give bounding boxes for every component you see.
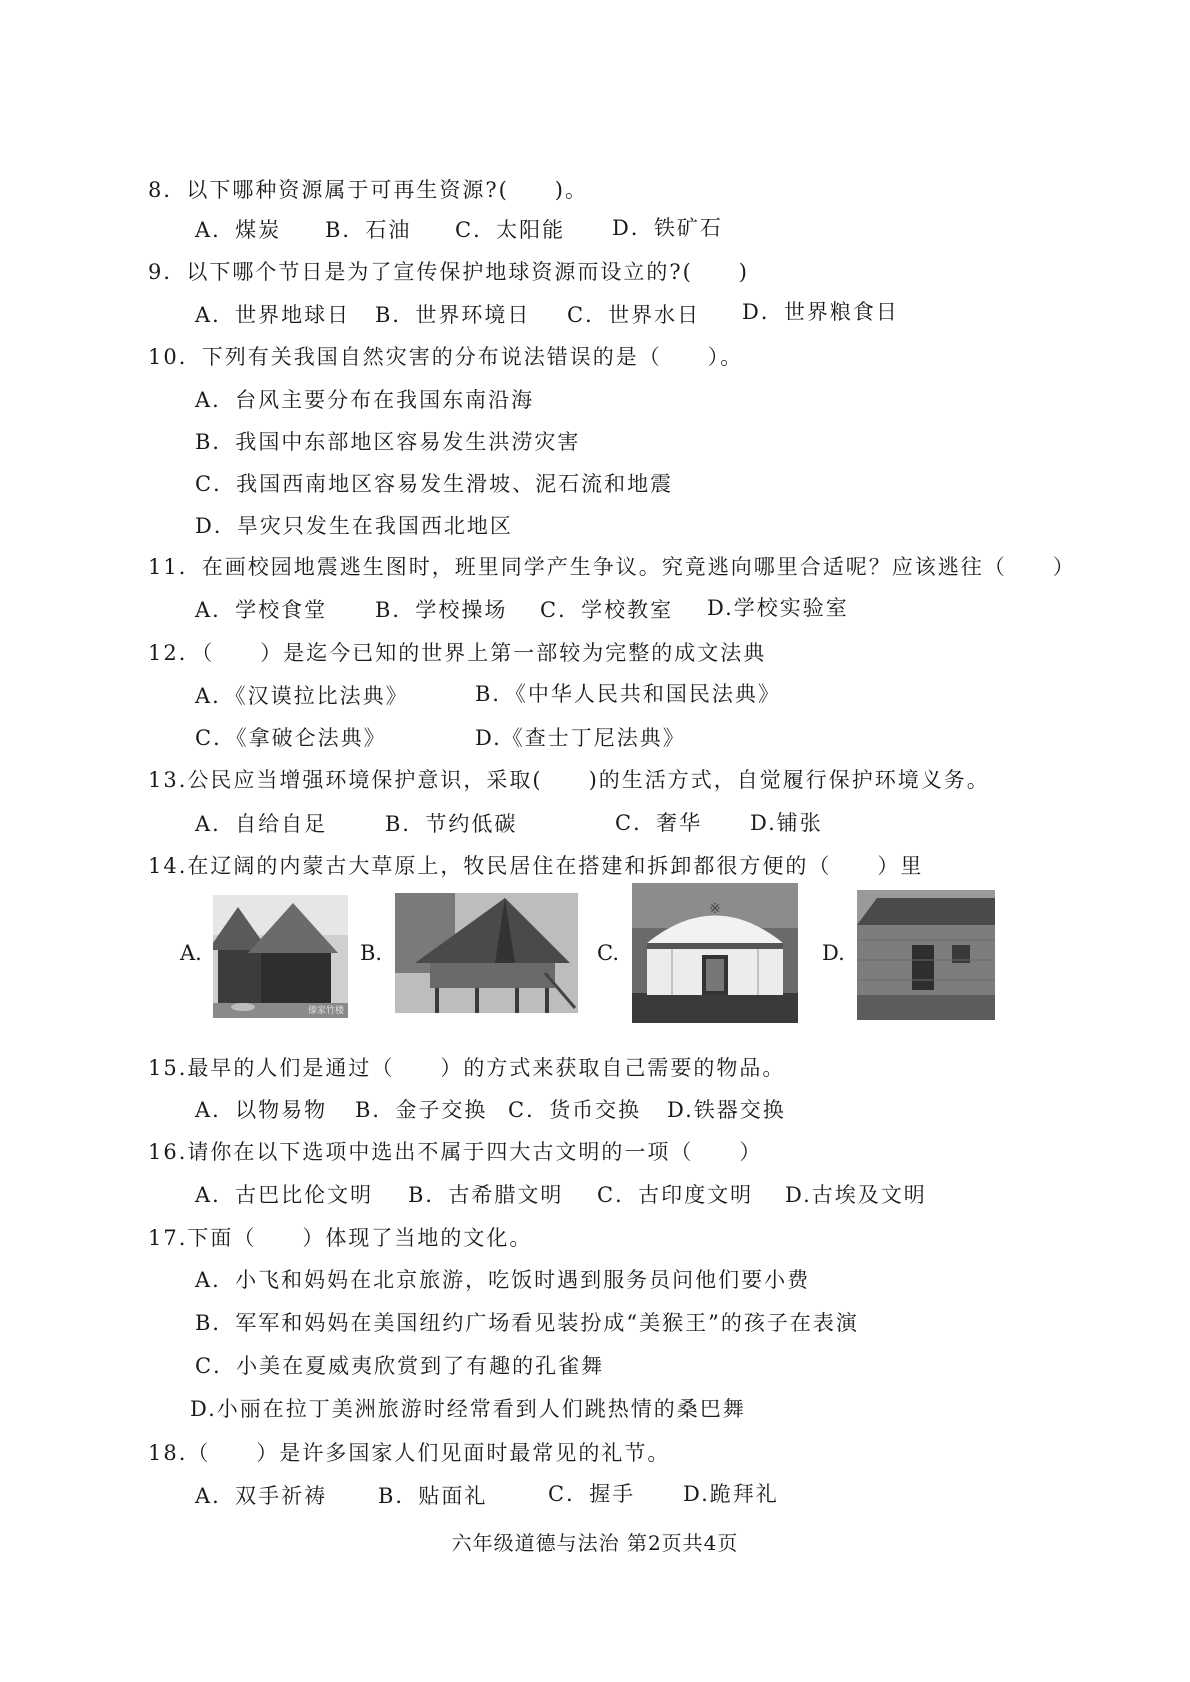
question-15-option-d: D.铁器交换 <box>667 1098 786 1122</box>
question-12-option-b: B．《中华人民共和国民法典》 <box>475 682 781 706</box>
question-11-option-c: C．学校教室 <box>540 598 674 622</box>
question-10-option-a: A．台风主要分布在我国东南沿海 <box>195 388 535 412</box>
yurt-illustration <box>632 883 798 1023</box>
question-10-option-b: B．我国中东部地区容易发生洪涝灾害 <box>195 430 581 454</box>
question-13-option-b: B．节约低碳 <box>385 812 518 836</box>
question-18-option-d: D.跪拜礼 <box>683 1482 779 1506</box>
question-15-option-a: A．以物易物 <box>195 1098 328 1122</box>
thatched-huts-image <box>213 895 348 1018</box>
question-17-option-b: B．军军和妈妈在美国纽约广场看见装扮成“美猴王”的孩子在表演 <box>195 1311 859 1335</box>
question-13-option-d: D.铺张 <box>750 811 823 835</box>
question-9-option-c: C．世界水日 <box>567 303 701 327</box>
question-11-option-d: D.学校实验室 <box>707 596 849 620</box>
brick-house-illustration <box>857 890 995 1020</box>
question-11-option-b: B．学校操场 <box>375 598 508 622</box>
question-12-stem: 12．（ ）是迄今已知的世界上第一部较为完整的成文法典 <box>148 641 767 665</box>
yurt-image <box>632 883 798 1023</box>
question-8-option-c: C．太阳能 <box>455 218 566 242</box>
svg-text:※: ※ <box>709 901 721 917</box>
question-16-option-d: D.古埃及文明 <box>785 1183 927 1207</box>
stilt-house-image <box>395 893 578 1013</box>
question-16-option-a: A．古巴比伦文明 <box>195 1183 374 1207</box>
stilt-house-illustration <box>395 893 578 1013</box>
question-14-stem: 14.在辽阔的内蒙古大草原上，牧民居住在搭建和拆卸都很方便的（ ）里 <box>148 854 924 878</box>
brick-house-image <box>857 890 995 1020</box>
question-9-option-d: D．世界粮食日 <box>742 300 899 324</box>
question-14-option-b: B. <box>360 941 383 965</box>
question-17-option-d: D.小丽在拉丁美洲旅游时经常看到人们跳热情的桑巴舞 <box>190 1397 746 1421</box>
question-16-option-c: C．古印度文明 <box>597 1183 754 1207</box>
question-10-option-c: C．我国西南地区容易发生滑坡、泥石流和地震 <box>195 472 674 496</box>
question-11-stem: 11．在画校园地震逃生图时，班里同学产生争议。究竟逃向哪里合适呢？应该逃往（ ） <box>148 555 1076 579</box>
question-15-option-c: C．货币交换 <box>508 1098 642 1122</box>
question-12-option-a: A．《汉谟拉比法典》 <box>195 684 409 708</box>
question-18-option-c: C．握手 <box>548 1482 636 1506</box>
question-12-option-c: C．《拿破仑法典》 <box>195 726 387 750</box>
question-14-option-d: D. <box>822 941 845 965</box>
question-17-option-c: C．小美在夏威夷欣赏到了有趣的孔雀舞 <box>195 1354 605 1378</box>
question-9-option-b: B．世界环境日 <box>375 303 531 327</box>
question-18-option-a: A．双手祈祷 <box>195 1484 328 1508</box>
question-18-stem: 18.（ ）是许多国家人们见面时最常见的礼节。 <box>148 1441 671 1465</box>
question-10-stem: 10．下列有关我国自然灾害的分布说法错误的是（ ）。 <box>148 345 744 369</box>
question-14-option-a: A. <box>180 941 202 965</box>
question-15-stem: 15.最早的人们是通过（ ）的方式来获取自己需要的物品。 <box>148 1056 786 1080</box>
question-11-option-a: A．学校食堂 <box>195 598 328 622</box>
question-17-stem: 17.下面（ ）体现了当地的文化。 <box>148 1226 533 1250</box>
question-14-option-c: C. <box>597 941 619 965</box>
question-13-option-a: A．自给自足 <box>195 812 328 836</box>
question-8-option-d: D．铁矿石 <box>612 216 723 240</box>
question-16-option-b: B．古希腊文明 <box>408 1183 564 1207</box>
question-12-option-d: D.《查士丁尼法典》 <box>475 726 686 750</box>
question-9-option-a: A．世界地球日 <box>195 303 351 327</box>
question-8-option-a: A．煤炭 <box>195 218 282 242</box>
question-15-option-b: B．金子交换 <box>355 1098 488 1122</box>
question-16-stem: 16.请你在以下选项中选出不属于四大古文明的一项（ ） <box>148 1140 763 1164</box>
question-10-option-d: D．旱灾只发生在我国西北地区 <box>195 514 513 538</box>
question-17-option-a: A．小飞和妈妈在北京旅游，吃饭时遇到服务员问他们要小费 <box>195 1268 811 1292</box>
question-18-option-b: B．贴面礼 <box>378 1484 488 1508</box>
thatched-huts-illustration <box>213 895 348 1018</box>
page-footer: 六年级道德与法治 第2页共4页 <box>451 1531 739 1555</box>
image-caption: 傣家竹楼 <box>307 1006 344 1016</box>
question-13-stem: 13.公民应当增强环境保护意识，采取( )的生活方式，自觉履行保护环境义务。 <box>148 768 990 792</box>
question-8-option-b: B．石油 <box>325 218 412 242</box>
question-9-stem: 9．以下哪个节日是为了宣传保护地球资源而设立的?( ) <box>148 260 750 284</box>
question-8-stem: 8．以下哪种资源属于可再生资源?( )。 <box>148 178 589 202</box>
question-13-option-c: C．奢华 <box>615 811 703 835</box>
